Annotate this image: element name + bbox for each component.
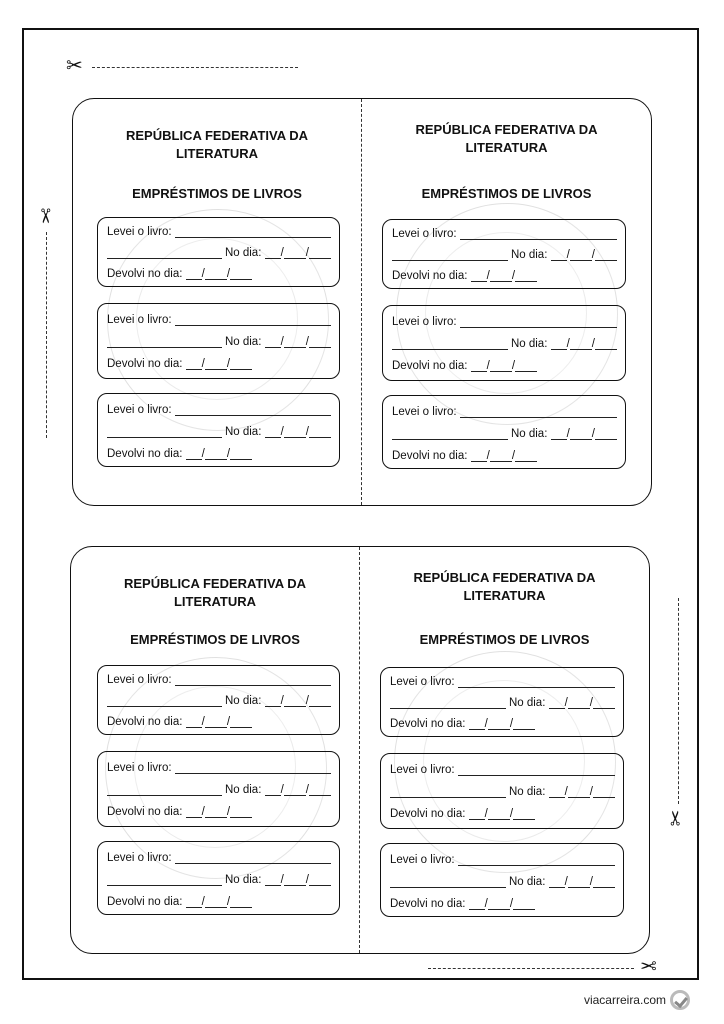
cut-guide-bottom [428,968,634,969]
book-title-field[interactable] [458,854,615,866]
return-year-field[interactable] [513,718,535,730]
loan-year-field[interactable] [309,426,331,438]
return-date-label: Devolvi no dia: [390,898,466,910]
loan-entry: Levei o livro: No dia: / / Devolvi no dia: / / [97,751,340,827]
loan-entry: Levei o livro: No dia: / / Devolvi no dia: / / [97,665,340,735]
cut-guide-top [92,67,298,68]
loan-month-field[interactable] [284,874,306,886]
return-day-field[interactable] [186,268,202,280]
return-date-label: Devolvi no dia: [107,896,183,908]
loan-year-field[interactable] [595,338,617,350]
book-title-field[interactable] [460,228,617,240]
loan-month-field[interactable] [568,786,590,798]
loan-date-label: No dia: [510,428,548,440]
return-year-field[interactable] [515,270,537,282]
loan-entry: Levei o livro: No dia: / / Devolvi no dia: / / [97,217,340,287]
card-panel-4 [360,547,649,953]
loan-date-label: No dia: [224,336,262,348]
loan-date-label: No dia: [508,876,546,888]
return-month-field[interactable] [205,806,227,818]
card-title: REPÚBLICA FEDERATIVA DA LITERATURA [413,570,596,603]
book-label: Levei o livro: [107,762,172,774]
loan-entry: Levei o livro: No dia: / / Devolvi no dia: / / [380,753,624,829]
loan-date-label: No dia: [224,695,262,707]
loan-month-field[interactable] [284,784,306,796]
book-label: Levei o livro: [390,676,455,688]
return-date-label: Devolvi no dia: [107,716,183,728]
return-date-label: Devolvi no dia: [392,270,468,282]
book-label: Levei o livro: [107,404,172,416]
book-title-field-continued[interactable] [392,338,508,350]
scissors-icon: ✂ [665,809,688,827]
book-label: Levei o livro: [107,226,172,238]
book-title-field-continued[interactable] [107,695,222,707]
loan-month-field[interactable] [570,249,592,261]
return-date-label: Devolvi no dia: [392,360,468,372]
loan-year-field[interactable] [309,695,331,707]
return-month-field[interactable] [205,268,227,280]
loan-entry: Levei o livro: No dia: / / Devolvi no dia: / / [382,219,626,289]
return-day-field[interactable] [471,360,487,372]
card-title: REPÚBLICA FEDERATIVA DA LITERATURA [126,128,308,161]
book-label: Levei o livro: [392,228,457,240]
loan-day-field[interactable] [265,247,281,259]
loan-month-field[interactable] [568,697,590,709]
loan-date-label: No dia: [508,697,546,709]
return-date-label: Devolvi no dia: [107,806,183,818]
book-title-field-continued[interactable] [107,247,222,259]
loan-day-field[interactable] [551,249,567,261]
card-subtitle: EMPRÉSTIMOS DE LIVROS [421,186,592,201]
loan-date-label: No dia: [224,784,262,796]
return-date-label: Devolvi no dia: [392,450,468,462]
loan-day-field[interactable] [265,426,281,438]
book-title-field-continued[interactable] [392,428,508,440]
loan-entry: Levei o livro: No dia: / / Devolvi no dia: / / [380,667,624,737]
loan-entry: Levei o livro: No dia: / / Devolvi no dia: / / [382,395,626,469]
return-date-label: Devolvi no dia: [390,718,466,730]
return-date-label: Devolvi no dia: [107,448,183,460]
card-panel-1 [73,99,361,505]
cut-guide-right [678,598,679,804]
loan-month-field[interactable] [284,247,306,259]
return-year-field[interactable] [230,896,252,908]
loan-year-field[interactable] [593,697,615,709]
return-day-field[interactable] [471,450,487,462]
book-title-field-continued[interactable] [390,786,506,798]
loan-day-field[interactable] [549,786,565,798]
card-subtitle: EMPRÉSTIMOS DE LIVROS [130,632,300,647]
book-title-field[interactable] [175,226,331,238]
loan-year-field[interactable] [595,428,617,440]
book-label: Levei o livro: [107,852,172,864]
loan-month-field[interactable] [568,876,590,888]
return-day-field[interactable] [186,448,202,460]
loan-year-field[interactable] [309,336,331,348]
loan-date-label: No dia: [510,338,548,350]
return-day-field[interactable] [186,806,202,818]
return-year-field[interactable] [230,448,252,460]
card-title: REPÚBLICA FEDERATIVA DA LITERATURA [415,122,598,155]
loan-entry: Levei o livro: No dia: / / Devolvi no dia: / / [97,393,340,467]
book-title-field[interactable] [175,674,331,686]
book-label: Levei o livro: [390,764,455,776]
loan-entry: Levei o livro: No dia: / / Devolvi no dia: / / [97,841,340,915]
book-title-field[interactable] [175,762,331,774]
loan-month-field[interactable] [284,695,306,707]
book-title-field-continued[interactable] [390,876,506,888]
loan-day-field[interactable] [549,697,565,709]
cut-guide-left [46,232,47,438]
book-title-field-continued[interactable] [107,784,222,796]
loan-month-field[interactable] [284,426,306,438]
loan-date-label: No dia: [224,426,262,438]
return-month-field[interactable] [488,808,510,820]
return-date-label: Devolvi no dia: [107,268,183,280]
return-month-field[interactable] [205,716,227,728]
book-label: Levei o livro: [392,316,457,328]
loan-month-field[interactable] [284,336,306,348]
book-title-field-continued[interactable] [392,249,508,261]
loan-day-field[interactable] [551,338,567,350]
loan-day-field[interactable] [265,874,281,886]
book-title-field[interactable] [175,314,331,326]
footer-credit [584,990,690,1010]
return-year-field[interactable] [230,358,252,370]
book-label: Levei o livro: [107,674,172,686]
return-month-field[interactable] [488,898,510,910]
loan-entry: Levei o livro: No dia: / / Devolvi no dia: / / [380,843,624,917]
return-year-field[interactable] [230,268,252,280]
return-year-field[interactable] [513,808,535,820]
return-month-field[interactable] [205,448,227,460]
card-title: REPÚBLICA FEDERATIVA DA LITERATURA [124,576,306,609]
loan-day-field[interactable] [549,876,565,888]
return-year-field[interactable] [515,360,537,372]
card-panel-3 [71,547,359,953]
return-year-field[interactable] [230,716,252,728]
book-label: Levei o livro: [390,854,455,866]
loan-day-field[interactable] [265,695,281,707]
return-month-field[interactable] [490,450,512,462]
book-title-field[interactable] [458,764,615,776]
book-title-field[interactable] [460,406,617,418]
return-month-field[interactable] [490,360,512,372]
return-day-field[interactable] [186,358,202,370]
loan-year-field[interactable] [593,786,615,798]
loan-year-field[interactable] [309,247,331,259]
return-month-field[interactable] [205,896,227,908]
return-year-field[interactable] [515,450,537,462]
book-title-field[interactable] [458,676,615,688]
book-label: Levei o livro: [107,314,172,326]
return-year-field[interactable] [513,898,535,910]
book-label: Levei o livro: [392,406,457,418]
loan-card-sheet-bottom [70,546,650,954]
return-month-field[interactable] [488,718,510,730]
book-title-field[interactable] [460,316,617,328]
book-title-field-continued[interactable] [390,697,506,709]
loan-year-field[interactable] [595,249,617,261]
return-date-label: Devolvi no dia: [390,808,466,820]
loan-month-field[interactable] [570,428,592,440]
loan-date-label: No dia: [510,249,548,261]
loan-day-field[interactable] [265,336,281,348]
return-day-field[interactable] [469,898,485,910]
loan-entry: Levei o livro: No dia: / / Devolvi no dia: / / [382,305,626,381]
return-day-field[interactable] [469,718,485,730]
return-day-field[interactable] [471,270,487,282]
loan-year-field[interactable] [593,876,615,888]
card-subtitle: EMPRÉSTIMOS DE LIVROS [419,632,590,647]
book-title-field[interactable] [175,852,331,864]
loan-month-field[interactable] [570,338,592,350]
scissors-icon: ✂ [640,956,657,978]
return-date-label: Devolvi no dia: [107,358,183,370]
return-day-field[interactable] [469,808,485,820]
return-day-field[interactable] [186,716,202,728]
card-panel-2 [362,99,651,505]
loan-card-sheet-top [72,98,652,506]
book-title-field[interactable] [175,404,331,416]
book-title-field-continued[interactable] [107,874,222,886]
loan-date-label: No dia: [508,786,546,798]
return-month-field[interactable] [205,358,227,370]
book-title-field-continued[interactable] [107,336,222,348]
loan-date-label: No dia: [224,874,262,886]
loan-date-label: No dia: [224,247,262,259]
loan-year-field[interactable] [309,784,331,796]
loan-entry: Levei o livro: No dia: / / Devolvi no dia: / / [97,303,340,379]
card-subtitle: EMPRÉSTIMOS DE LIVROS [132,186,302,201]
checkmark-logo-icon [670,990,690,1010]
scissors-icon: ✂ [33,207,56,225]
loan-year-field[interactable] [309,874,331,886]
return-day-field[interactable] [186,896,202,908]
loan-day-field[interactable] [551,428,567,440]
scissors-icon: ✂ [66,55,83,77]
loan-day-field[interactable] [265,784,281,796]
return-year-field[interactable] [230,806,252,818]
site-link[interactable]: viacarreira.com [583,993,666,1007]
book-title-field-continued[interactable] [107,426,222,438]
return-month-field[interactable] [490,270,512,282]
